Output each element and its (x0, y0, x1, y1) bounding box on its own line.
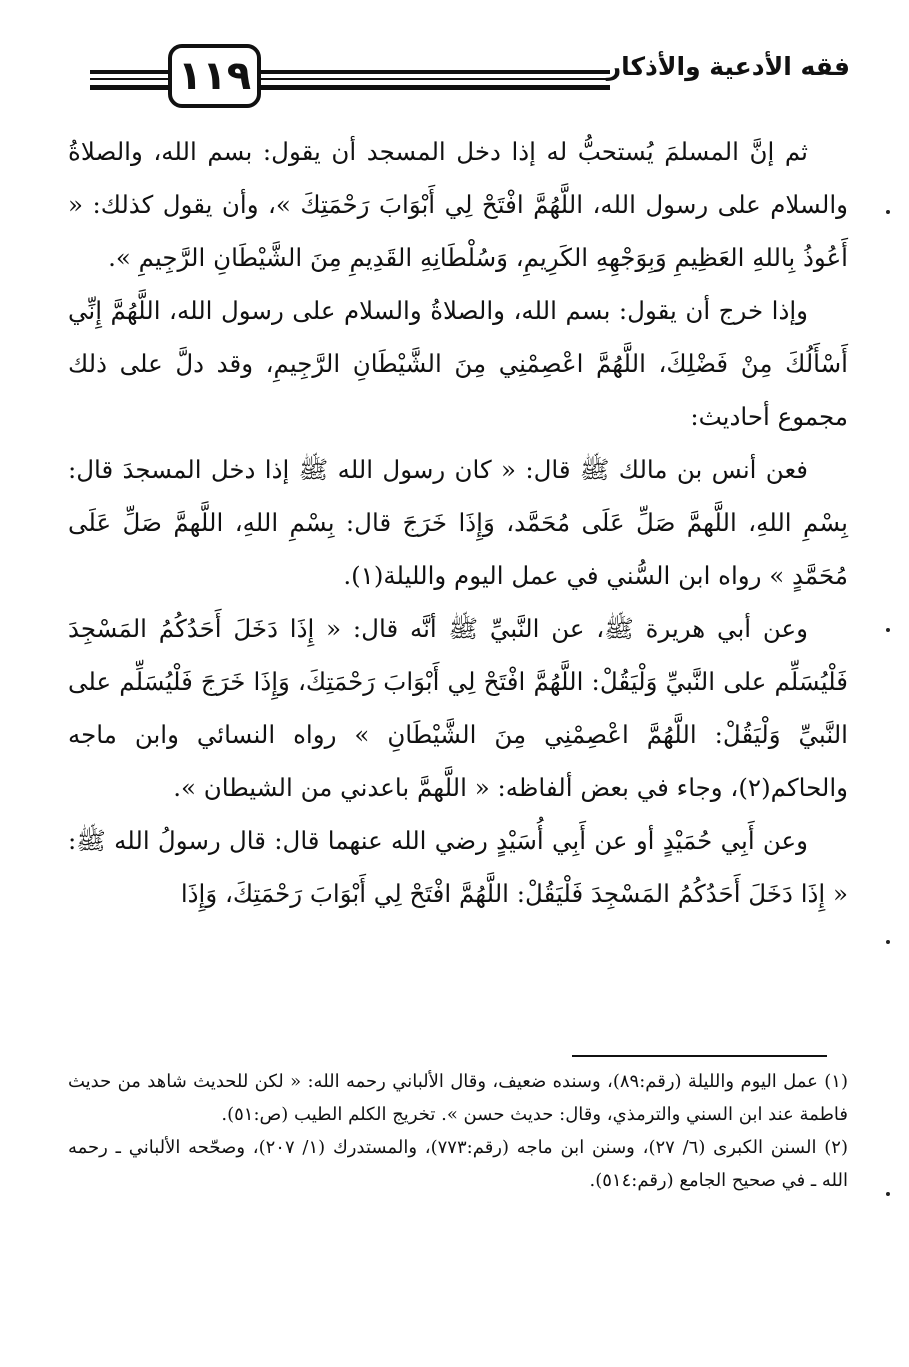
scan-speck (886, 210, 890, 214)
paragraph: وإذا خرج أن يقول: بسم الله، والصلاةُ والسلام على رسول الله، اللَّهُمَّ إِنِّي أَسْأَلُكَ مِنْ فَضْلِكَ، اللَّهُمَّ اعْصِمْنِي مِنَ الشَّيْطَانِ الرَّجِيمِ، وقد دلَّ على ذلك مجموع أحاديث: (68, 296, 848, 431)
footnote-separator (572, 1055, 827, 1057)
scan-speck (886, 940, 890, 944)
footnote-1: (١) عمل اليوم والليلة (رقم:٨٩)، وسنده ضعيف، وقال الألباني رحمه الله: « لكن للحديث شاهد من حديث فاطمة عند ابن السني والترمذي، وقال: حديث حسن ». تخريج الكلم الطيب (ص:٥١). (68, 1071, 848, 1125)
page-number: ١١٩ (168, 44, 261, 108)
page-header (90, 30, 850, 120)
scan-speck (886, 1192, 890, 1196)
paragraph: ثم إنَّ المسلمَ يُستحبُّ له إذا دخل المسجد أن يقول: بسم الله، والصلاةُ والسلام على رسول الله، اللَّهُمَّ افْتَحْ لِي أَبْوَابَ رَحْمَتِكَ »، وأن يقول كذلك: « أَعُوذُ بِاللهِ العَظِيمِ وَبِوَجْهِهِ الكَرِيمِ، وَسُلْطَانِهِ القَدِيمِ مِنَ الشَّيْطَانِ الرَّجِيمِ ». (68, 137, 848, 272)
footnote-2: (٢) السنن الكبرى (٦/ ٢٧)، وسنن ابن ماجه (رقم:٧٧٣)، والمستدرك (١/ ٢٠٧)، وصحّحه الألباني ـ رحمه الله ـ في صحيح الجامع (رقم:٥١٤). (68, 1137, 848, 1191)
book-title: فقه الأدعية والأذكار (606, 52, 850, 81)
main-text (68, 125, 848, 920)
paragraph: وعن أَبِي حُمَيْدٍ أو عن أَبِي أُسَيْدٍ رضي الله عنهما قال: قال رسولُ الله ﷺ: « إِذَا دَخَلَ أَحَدُكُمُ المَسْجِدَ فَلْيَقُلْ: اللَّهُمَّ افْتَحْ لِي أَبْوَابَ رَحْمَتِكَ، وَإِذَا (68, 826, 848, 908)
scan-speck (886, 628, 890, 632)
paragraph: وعن أبي هريرة ﷺ، عن النَّبيِّ ﷺ أنَّه قال: « إِذَا دَخَلَ أَحَدُكُمُ المَسْجِدَ فَلْيُسَلِّم على النَّبيِّ وَلْيَقُلْ: اللَّهُمَّ افْتَحْ لِي أَبْوَابَ رَحْمَتِكَ، وَإِذَا خَرَجَ فَلْيُسَلِّم على النَّبيِّ وَلْيَقُلْ: اللَّهُمَّ اعْصِمْنِي مِنَ الشَّيْطَانِ » رواه النسائي وابن ماجه والحاكم(٢)، وجاء في بعض ألفاظه: « اللَّهمَّ باعدني من الشيطان ». (68, 614, 848, 802)
footnotes (68, 1065, 848, 1197)
paragraph: فعن أنس بن مالك ﷺ قال: « كان رسول الله ﷺ إذا دخل المسجدَ قال: بِسْمِ اللهِ، اللَّهمَّ صَلِّ عَلَى مُحَمَّد، وَإِذَا خَرَجَ قال: بِسْمِ اللهِ، اللَّهمَّ صَلِّ عَلَى مُحَمَّدٍ » رواه ابن السُّني في عمل اليوم والليلة(١). (68, 455, 848, 590)
